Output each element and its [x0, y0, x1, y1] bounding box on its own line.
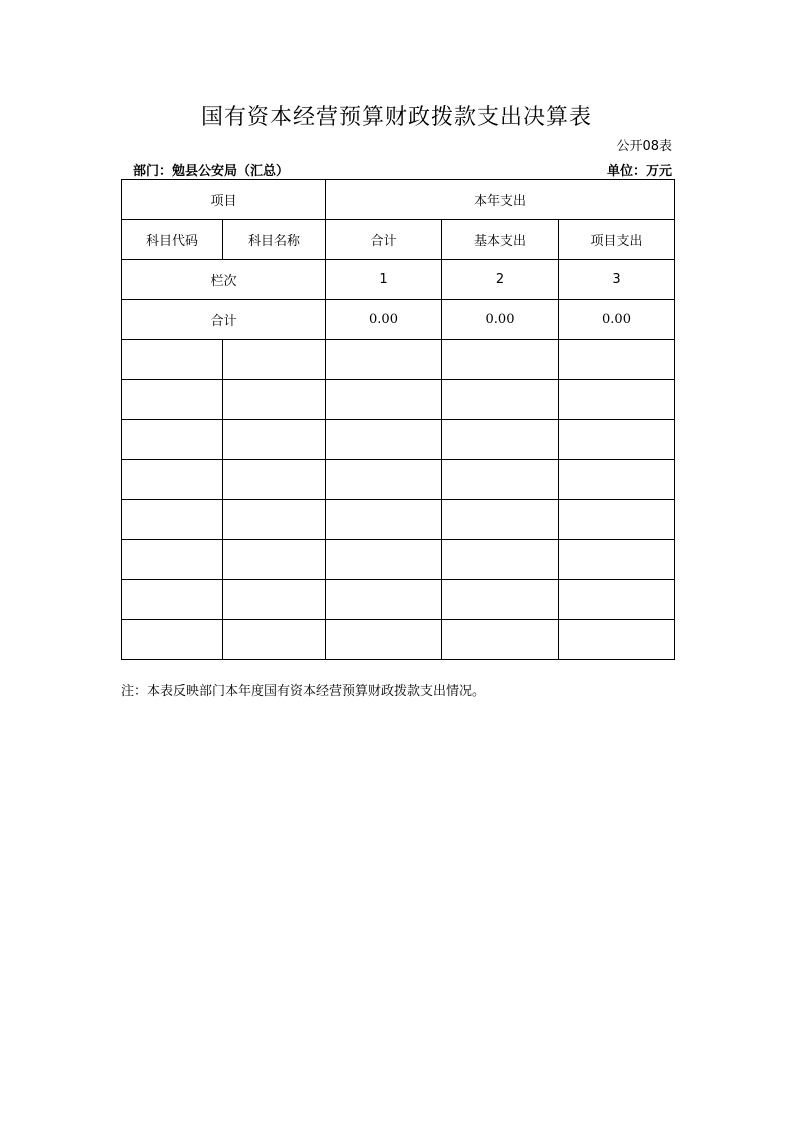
table-cell — [122, 540, 223, 580]
table-cell — [326, 500, 442, 540]
page-title: 国有资本经营预算财政拨款支出决算表 — [200, 105, 592, 130]
header-total: 合计 — [326, 220, 442, 260]
table-cell — [326, 420, 442, 460]
table-cell — [122, 580, 223, 620]
header-row-1 — [122, 180, 675, 220]
column-index-row — [122, 260, 675, 300]
header-subject-name: 科目名称 — [223, 220, 326, 260]
table-cell — [223, 620, 326, 660]
table-row — [122, 580, 675, 620]
table-cell — [442, 500, 559, 540]
table-cell — [442, 420, 559, 460]
table-cell — [326, 580, 442, 620]
form-number: 公开08表 — [616, 139, 672, 154]
table-cell — [223, 460, 326, 500]
table-cell — [326, 380, 442, 420]
table-cell — [326, 540, 442, 580]
table-cell — [122, 500, 223, 540]
table-cell — [223, 420, 326, 460]
footnote: 注：本表反映部门本年度国有资本经营预算财政拨款支出情况。 — [121, 684, 486, 699]
table-cell — [442, 460, 559, 500]
total-label: 合计 — [122, 300, 326, 340]
table-row — [122, 540, 675, 580]
header-subject-code: 科目代码 — [122, 220, 223, 260]
header-row-2 — [122, 220, 675, 260]
table-cell — [122, 620, 223, 660]
table-cell — [559, 460, 675, 500]
table-row — [122, 420, 675, 460]
table-row — [122, 340, 675, 380]
table-row — [122, 620, 675, 660]
unit-label: 单位：万元 — [606, 164, 672, 179]
table-cell — [122, 380, 223, 420]
table-cell — [442, 340, 559, 380]
table-cell — [442, 580, 559, 620]
header-current-year-expenditure: 本年支出 — [326, 180, 675, 220]
table-cell — [326, 460, 442, 500]
header-project-expenditure: 项目支出 — [559, 220, 675, 260]
total-amount: 0.00 — [326, 300, 442, 340]
table-cell — [442, 380, 559, 420]
column-index-1: 1 — [326, 260, 442, 300]
table-cell — [559, 380, 675, 420]
table-cell — [122, 340, 223, 380]
table-cell — [223, 580, 326, 620]
table-row — [122, 460, 675, 500]
table-cell — [442, 540, 559, 580]
total-row — [122, 300, 675, 340]
table-cell — [122, 460, 223, 500]
table-cell — [559, 500, 675, 540]
table-cell — [326, 340, 442, 380]
table-cell — [223, 540, 326, 580]
total-project-amount: 0.00 — [559, 300, 675, 340]
table-cell — [559, 620, 675, 660]
table-cell — [559, 420, 675, 460]
table-row — [122, 380, 675, 420]
table-cell — [559, 540, 675, 580]
table-cell — [223, 380, 326, 420]
column-index-label: 栏次 — [122, 260, 326, 300]
header-item: 项目 — [122, 180, 326, 220]
table-cell — [559, 340, 675, 380]
table-cell — [223, 500, 326, 540]
header-basic-expenditure: 基本支出 — [442, 220, 559, 260]
column-index-2: 2 — [442, 260, 559, 300]
column-index-3: 3 — [559, 260, 675, 300]
table-cell — [442, 620, 559, 660]
department-label: 部门：勉县公安局（汇总） — [133, 164, 290, 179]
table-cell — [559, 580, 675, 620]
table-cell — [223, 340, 326, 380]
table-cell — [122, 420, 223, 460]
table-row — [122, 500, 675, 540]
table-cell — [326, 620, 442, 660]
expenditure-table — [121, 179, 675, 660]
total-basic-amount: 0.00 — [442, 300, 559, 340]
